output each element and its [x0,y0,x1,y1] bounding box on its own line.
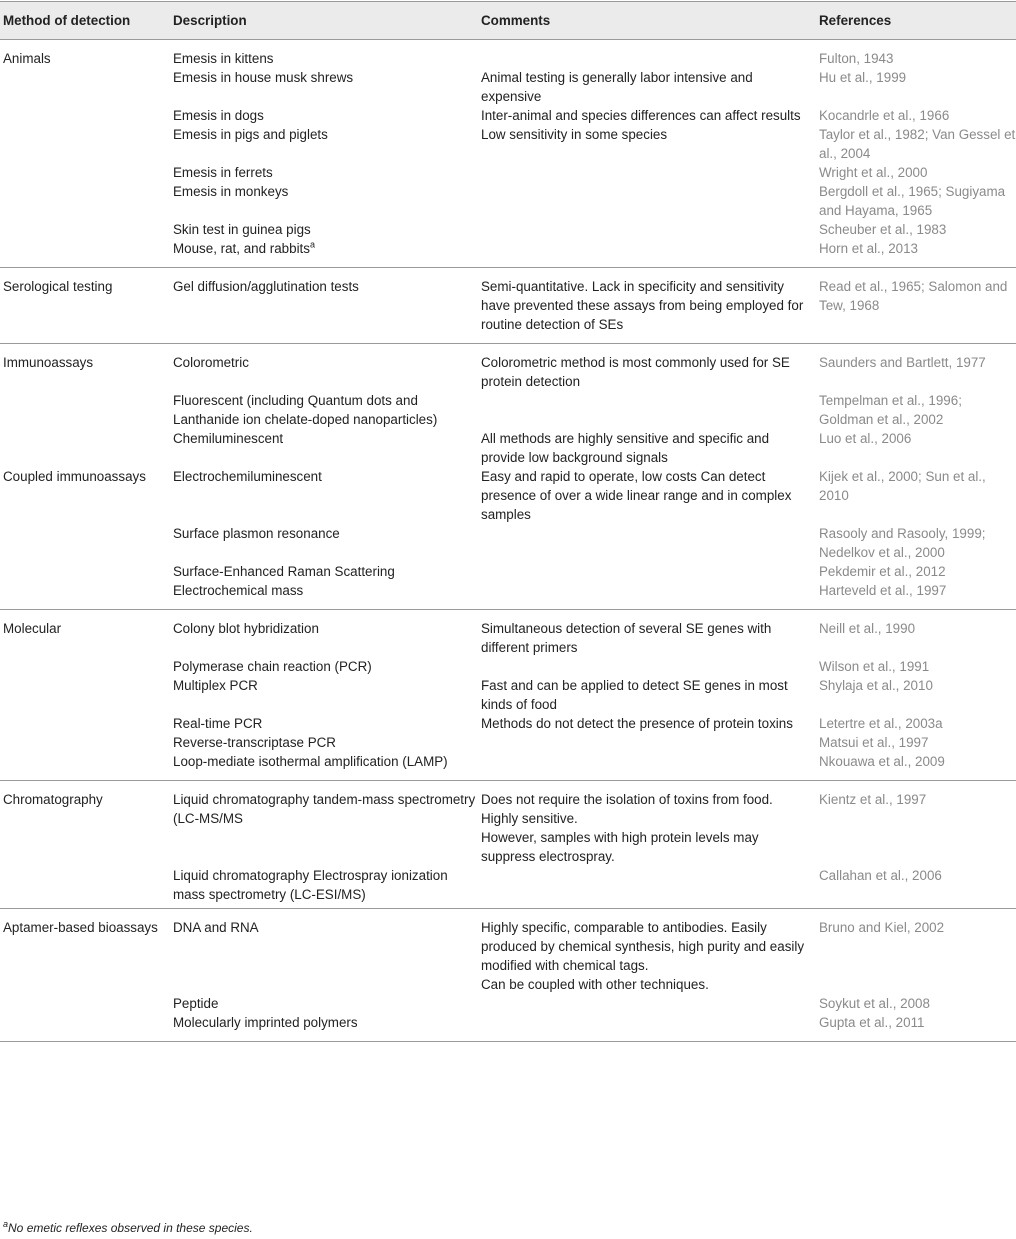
method-cell [0,714,169,733]
description-cell [169,994,477,1013]
description-cell [169,676,477,714]
method-cell [0,1013,169,1042]
description-cell [169,125,477,163]
method-cell [0,909,169,995]
references-cell [815,391,1016,429]
description-cell [169,40,477,69]
references-text: Wilson et al., 1991 [819,659,930,674]
table-row [0,714,1016,733]
references-cell [815,40,1016,69]
comments-text: Does not require the isolation of toxins from food. [481,792,773,807]
references-cell [815,752,1016,781]
description-text: Colorometric [173,355,249,370]
comments-cell [477,866,815,909]
references-text: Horn et al., 2013 [819,241,919,256]
references-text: Rasooly and Rasooly, 1999; Nedelkov et al., 2000 [819,526,986,560]
description-cell [169,344,477,392]
description-text: Loop-mediate isothermal amplification (LAMP) [173,754,448,769]
table-row [0,909,1016,995]
header-method: Method of detection [0,2,169,40]
table-row [0,163,1016,182]
description-cell [169,268,477,344]
table-row [0,562,1016,581]
method-text: Animals [3,51,51,66]
method-text: Aptamer-based bioassays [3,920,158,935]
references-text: Callahan et al., 2006 [819,868,942,883]
method-cell [0,657,169,676]
description-cell [169,467,477,524]
description-text: Emesis in ferrets [173,165,273,180]
references-cell [815,125,1016,163]
method-text: Molecular [3,621,62,636]
description-text: Surface plasmon resonance [173,526,340,541]
references-text: Shylaja et al., 2010 [819,678,933,693]
comments-text: However, samples with high protein levels may suppress electrospray. [481,830,759,864]
description-text: Chemiluminescent [173,431,284,446]
comments-cell [477,467,815,524]
method-cell [0,610,169,658]
table-row [0,866,1016,909]
references-cell [815,676,1016,714]
comments-cell [477,429,815,467]
description-cell [169,163,477,182]
description-text: Multiplex PCR [173,678,258,693]
description-text: Emesis in kittens [173,51,274,66]
references-text: Neill et al., 1990 [819,621,916,636]
description-text: Emesis in monkeys [173,184,289,199]
method-text: Immunoassays [3,355,94,370]
comments-cell [477,391,815,429]
method-cell [0,40,169,69]
method-text: Coupled immunoassays [3,469,146,484]
references-cell [815,182,1016,220]
table-row [0,391,1016,429]
references-text: Luo et al., 2006 [819,431,912,446]
comments-cell [477,344,815,392]
description-cell [169,182,477,220]
comments-cell [477,676,815,714]
description-text: Electrochemical mass [173,583,304,598]
detection-methods-table [0,1,1016,1042]
description-text: Reverse-transcriptase PCR [173,735,336,750]
method-cell [0,562,169,581]
method-cell [0,106,169,125]
method-text: Serological testing [3,279,113,294]
comments-cell [477,562,815,581]
comments-cell [477,1013,815,1042]
comments-cell [477,733,815,752]
references-cell [815,562,1016,581]
table-row [0,268,1016,344]
references-cell [815,239,1016,268]
references-cell [815,344,1016,392]
table-row [0,220,1016,239]
comments-text: Can be coupled with other techniques. [481,977,709,992]
method-cell [0,752,169,781]
references-cell [815,657,1016,676]
footnote-text: No emetic reflexes observed in these species. [8,1221,253,1235]
references-cell [815,581,1016,610]
description-cell [169,1013,477,1042]
references-cell [815,714,1016,733]
comments-cell [477,581,815,610]
references-cell [815,220,1016,239]
description-cell [169,391,477,429]
references-text: Bergdoll et al., 1965; Sugiyama and Hayama, 1965 [819,184,1006,218]
description-cell [169,239,477,268]
description-text: Polymerase chain reaction (PCR) [173,659,372,674]
method-cell [0,344,169,392]
method-text: Chromatography [3,792,103,807]
comments-cell [477,106,815,125]
description-text: Skin test in guinea pigs [173,222,311,237]
table-footnote [3,1221,253,1235]
references-cell [815,866,1016,909]
comments-cell [477,163,815,182]
references-cell [815,68,1016,106]
comments-cell [477,182,815,220]
comments-cell [477,220,815,239]
references-text: Hu et al., 1999 [819,70,907,85]
table-row [0,68,1016,106]
table-row [0,106,1016,125]
description-text: Emesis in dogs [173,108,264,123]
method-cell [0,467,169,524]
table-row [0,125,1016,163]
references-cell [815,1013,1016,1042]
table-row [0,239,1016,268]
description-cell [169,524,477,562]
table-row [0,524,1016,562]
comments-text: Highly sensitive. [481,811,578,826]
table-row [0,610,1016,658]
comments-cell [477,268,815,344]
method-cell [0,182,169,220]
description-text: Gel diffusion/agglutination tests [173,279,359,294]
references-text: Kocandrle et al., 1966 [819,108,950,123]
comments-cell [477,781,815,867]
references-text: Kijek et al., 2000; Sun et al., 2010 [819,469,986,503]
comments-text: Colorometric method is most commonly used for SE protein detection [481,355,790,389]
comments-cell [477,68,815,106]
description-text: Real-time PCR [173,716,263,731]
references-cell [815,106,1016,125]
references-text: Letertre et al., 2003a [819,716,943,731]
references-text: Harteveld et al., 1997 [819,583,947,598]
method-cell [0,125,169,163]
description-text: Emesis in pigs and piglets [173,127,328,142]
table-row [0,733,1016,752]
references-cell [815,524,1016,562]
description-text: Liquid chromatography tandem-mass spectrometry (LC-MS/MS [173,792,476,826]
comments-text: Inter-animal and species differences can affect results [481,108,801,123]
references-text: Scheuber et al., 1983 [819,222,947,237]
description-cell [169,68,477,106]
references-text: Bruno and Kiel, 2002 [819,920,945,935]
description-cell [169,781,477,867]
table-row [0,752,1016,781]
comments-text: Simultaneous detection of several SE genes with different primers [481,621,772,655]
comments-cell [477,714,815,733]
references-cell [815,994,1016,1013]
comments-cell [477,524,815,562]
comments-text: Fast and can be applied to detect SE genes in most kinds of food [481,678,788,712]
references-text: Nkouawa et al., 2009 [819,754,945,769]
references-cell [815,429,1016,467]
footnote-marker: a [3,1219,9,1229]
description-cell [169,752,477,781]
method-cell [0,733,169,752]
references-cell [815,909,1016,995]
references-cell [815,268,1016,344]
description-text: Liquid chromatography Electrospray ionization mass spectrometry (LC-ESI/MS) [173,868,448,902]
table-row [0,676,1016,714]
table-row [0,467,1016,524]
comments-cell [477,40,815,69]
comments-cell [477,994,815,1013]
description-text: Colony blot hybridization [173,621,319,636]
references-text: Kientz et al., 1997 [819,792,927,807]
description-cell [169,657,477,676]
comments-text: Highly specific, comparable to antibodies. Easily produced by chemical synthesis, high purity and easily modified with chemical tags. [481,920,805,973]
method-cell [0,676,169,714]
references-cell [815,781,1016,867]
method-cell [0,68,169,106]
description-text: Molecularly imprinted polymers [173,1015,358,1030]
description-text: Surface-Enhanced Raman Scattering [173,564,395,579]
references-text: Read et al., 1965; Salomon and Tew, 1968 [819,279,1008,313]
method-cell [0,268,169,344]
header-description: Description [169,2,477,40]
description-text: Mouse, rat, and rabbits$^a$ [173,239,315,256]
comments-text: Semi-quantitative. Lack in specificity and sensitivity have prevented these assays from being employed for routine detection of SEs [481,279,804,332]
description-text: Emesis in house musk shrews [173,70,354,85]
references-text: Tempelman et al., 1996; Goldman et al., 2002 [819,393,962,427]
references-cell [815,733,1016,752]
method-cell [0,524,169,562]
comments-cell [477,752,815,781]
table-row [0,40,1016,69]
comments-text: Animal testing is generally labor intensive and expensive [481,70,753,104]
table-row [0,344,1016,392]
references-cell [815,467,1016,524]
comments-text: Easy and rapid to operate, low costs Can detect presence of over a wide linear range and in complex samples [481,469,792,522]
method-cell [0,781,169,867]
table-row [0,781,1016,867]
description-cell [169,733,477,752]
table-row [0,1013,1016,1042]
description-cell [169,610,477,658]
references-cell [815,163,1016,182]
method-cell [0,994,169,1013]
comments-cell [477,610,815,658]
description-cell [169,581,477,610]
description-cell [169,220,477,239]
table-row [0,581,1016,610]
description-cell [169,866,477,909]
table-row [0,182,1016,220]
references-text: Fulton, 1943 [819,51,894,66]
description-text: Fluorescent (including Quantum dots and Lanthanide ion chelate-doped nanoparticles) [173,393,438,427]
comments-cell [477,657,815,676]
method-cell [0,581,169,610]
references-text: Gupta et al., 2011 [819,1015,925,1030]
table-row [0,994,1016,1013]
references-text: Taylor et al., 1982; Van Gessel et al., 2004 [819,127,1016,161]
description-cell [169,106,477,125]
comments-cell [477,125,815,163]
method-cell [0,866,169,909]
references-text: Matsui et al., 1997 [819,735,929,750]
description-text: Electrochemiluminescent [173,469,322,484]
comments-cell [477,909,815,995]
footnote-ref-marker: a [309,239,315,250]
method-cell [0,391,169,429]
references-text: Soykut et al., 2008 [819,996,930,1011]
description-text: Peptide [173,996,219,1011]
description-cell [169,909,477,995]
method-cell [0,429,169,467]
description-text: DNA and RNA [173,920,259,935]
header-comments: Comments [477,2,815,40]
references-text: Pekdemir et al., 2012 [819,564,946,579]
comments-text: Methods do not detect the presence of protein toxins [481,716,793,731]
table-row [0,657,1016,676]
table-header-row [0,2,1016,40]
method-cell [0,220,169,239]
method-cell [0,163,169,182]
method-cell [0,239,169,268]
description-cell [169,562,477,581]
references-cell [815,610,1016,658]
comments-cell [477,239,815,268]
references-text: Wright et al., 2000 [819,165,928,180]
comments-text: All methods are highly sensitive and specific and provide low background signals [481,431,770,465]
description-cell [169,714,477,733]
comments-text: Low sensitivity in some species [481,127,668,142]
table-row [0,429,1016,467]
header-references: References [815,2,1016,40]
description-cell [169,429,477,467]
references-text: Saunders and Bartlett, 1977 [819,355,986,370]
